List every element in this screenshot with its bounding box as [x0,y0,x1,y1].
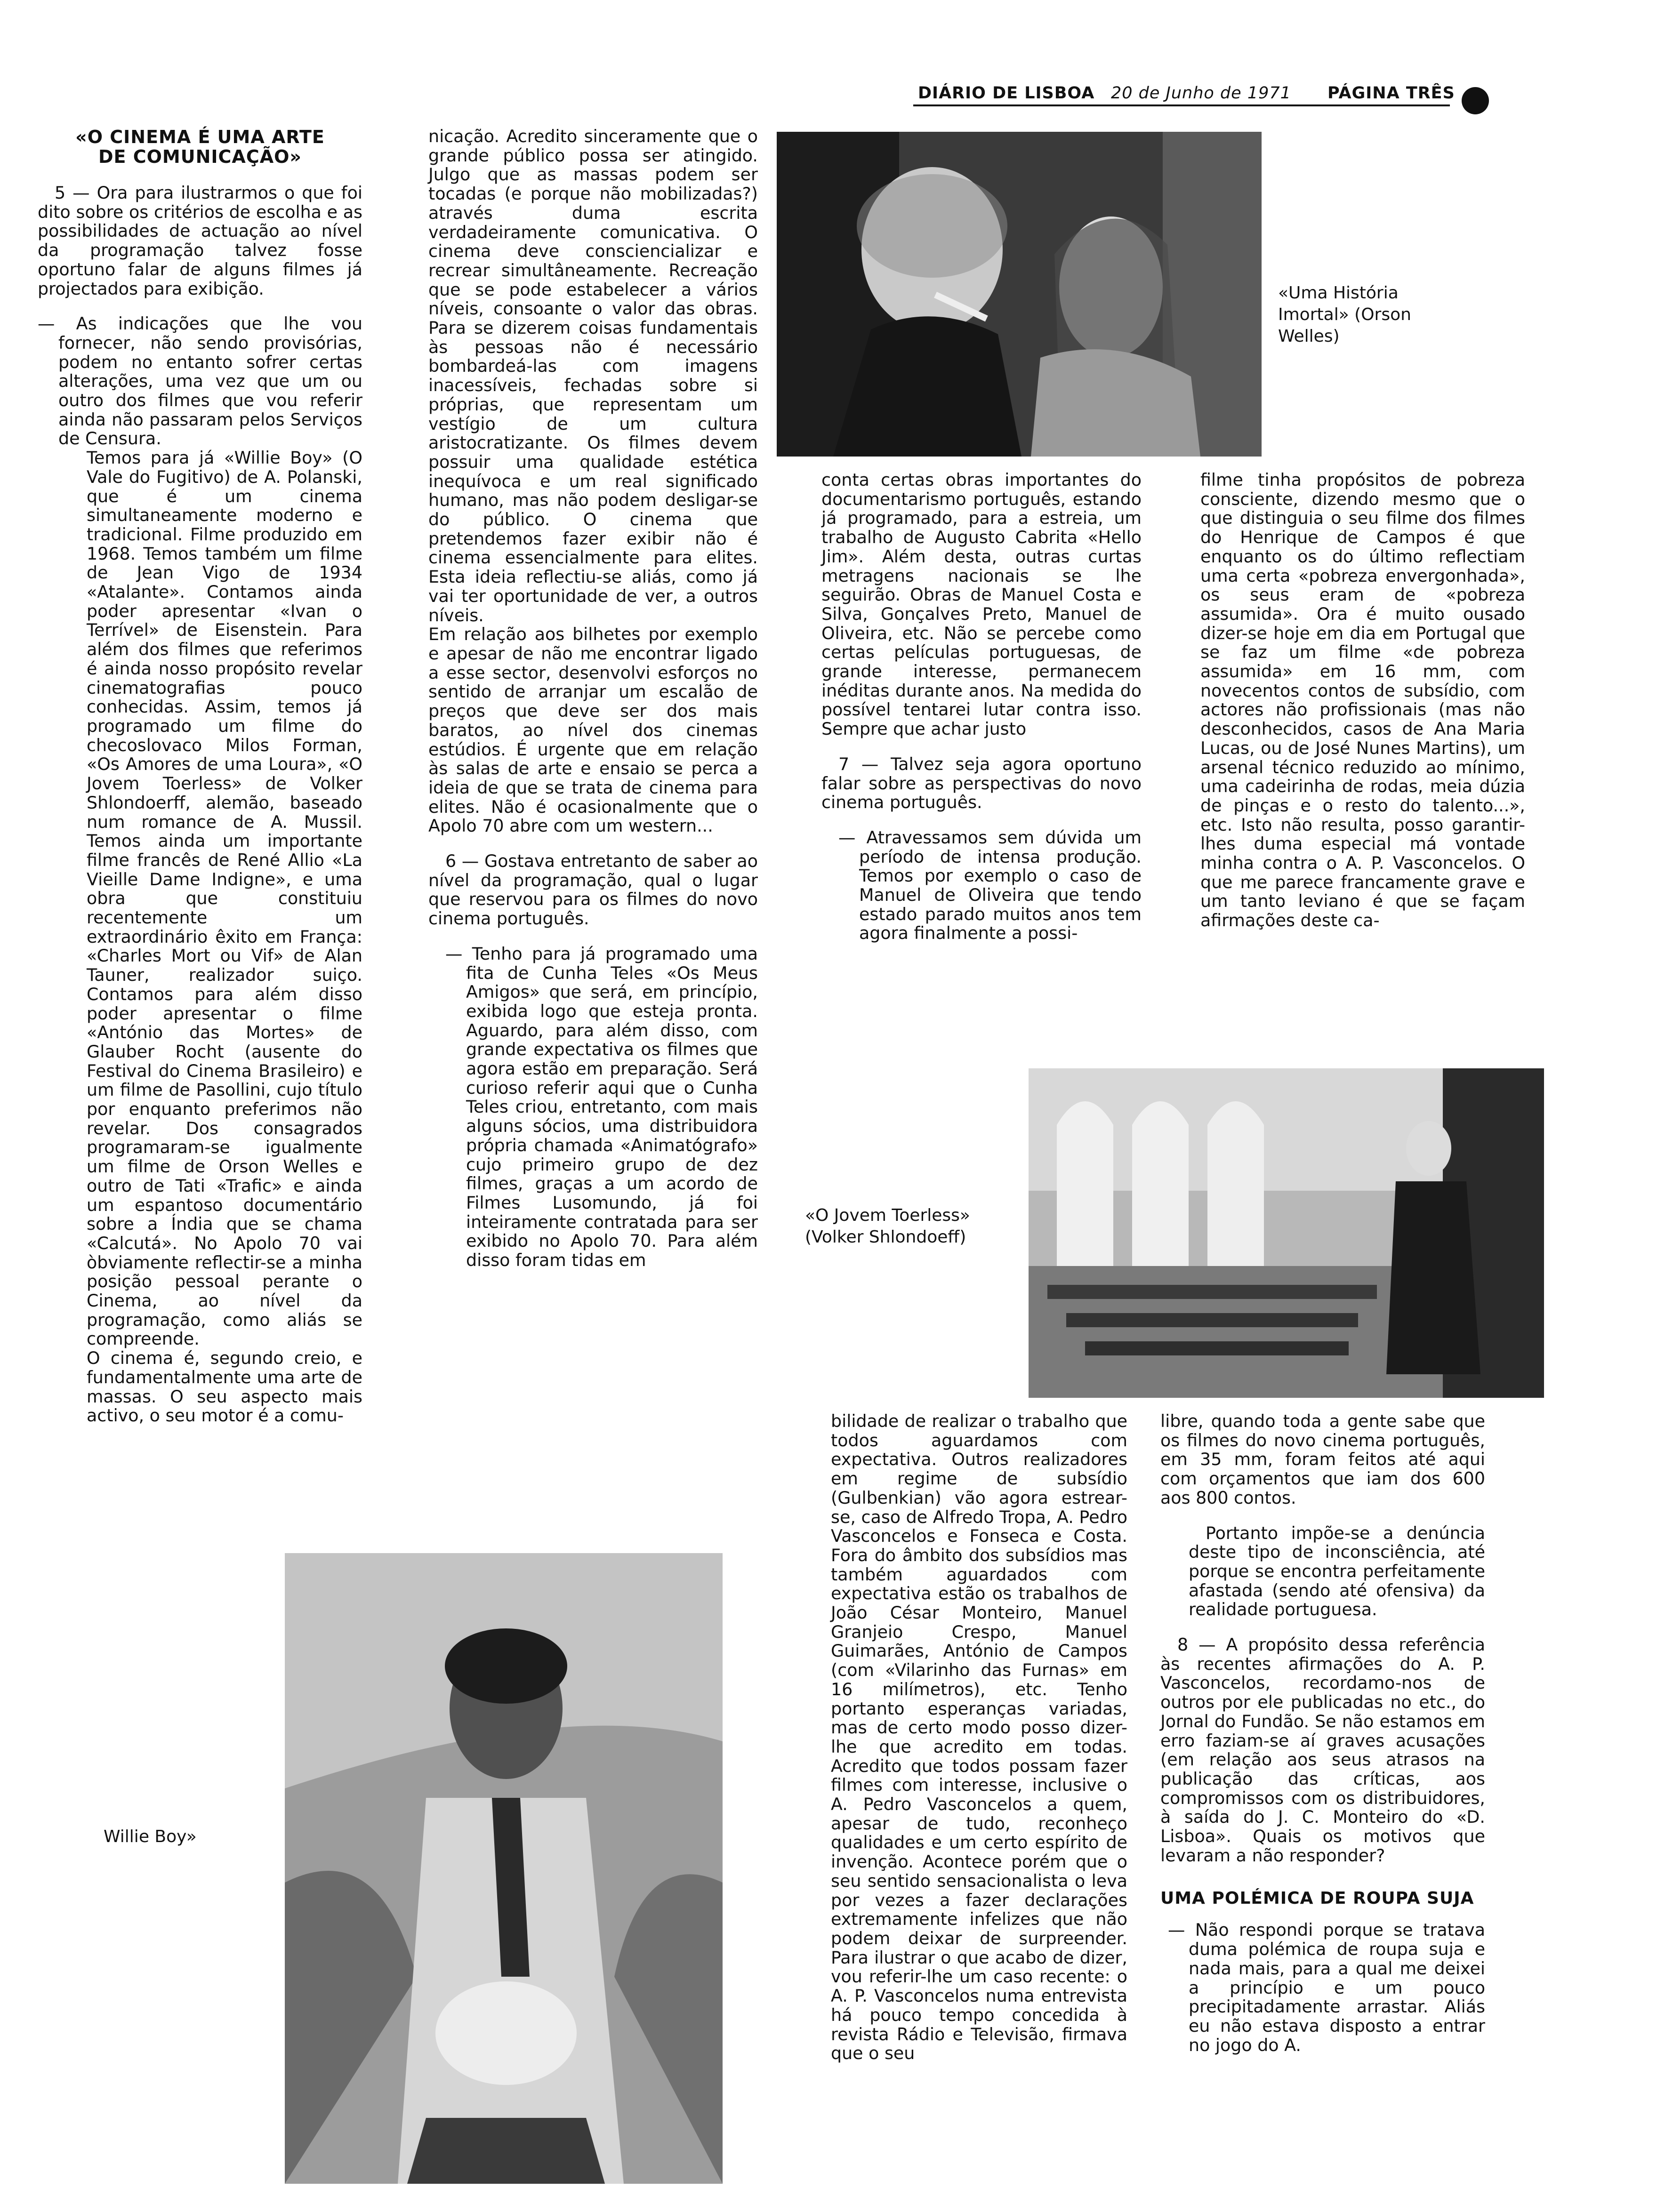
paragraph: Temos para já «Willie Boy» (O Vale do Fugitivo) de A. Polanski, que é um cinema simultaneamente moderno e tradicional. Filme produzido em 1968. Temos também um filme de Jean Vigo de 1934 «Atalante». Contamos ainda poder apresentar «Ivan o Terrível» de Eisenstein. Para além dos filmes que referimos é ainda nosso propósito revelar cinematografias pouco conhecidas. Assim, temos já programado um filme do checoslovaco Milos Forman, «Os Amores de uma Loura», «O Jovem Toerless» de Volker Shlondoerff, alemão, baseado num romance de A. Mussil. Temos ainda um importante filme francês de René Allio «La Vieille Dame Indigne», e uma obra que constituiu recentemente um extraordinário êxito em França: «Charles Mort ou Vif» de Alan Tauner, realizador suiço. Contamos para além disso poder apresentar o filme «António das Mortes» de Glauber Rocht (ausente do Festival do Cinema Brasileiro) e um filme de Pasollini, cujo título por enquanto preferimos não revelar. Dos consagrados programaram-se igualmente um filme de Orson Welles e outro de Tati «Trafic» e ainda um espantoso documentário sobre a Índia que se chama «Calcutá». No Apolo 70 vai òbviamente reflectir-se a minha posição pessoal perante o Cinema, ao nível da programação, como aliás se compreende. [87,448,362,1349]
caption-photo3: Willie Boy» [104,1827,197,1846]
paragraph: Em relação aos bilhetes por exemplo e apesar de não me encontrar ligado a esse sector, desenvolvi esforços no sentido de arranjar um escalão de preços que deve ser dos mais baratos, ao nível dos cinemas estúdios. É urgente que em relação às salas de arte e ensaio se perca a ideia de que se trata de cinema para elites. Não é ocasionalmente que o Apolo 70 abre com um western... [428,624,758,836]
paragraph: — Tenho para já programado uma fita de Cunha Teles «Os Meus Amigos» que será, em princípio, exibida logo que esteja pronta. Aguardo, para além disso, com grande expectativa os filmes que agora estão em preparação. Será curioso referir aqui que o Cunha Teles criou, entretanto, com mais alguns sócios, uma distribuidora própria chamada «Animatógrafo» cujo primeiro grupo de dez filmes, graças a um acordo de Filmes Lusomundo, já foi inteiramente contratada para ser exibido no Apolo 70. Para além disso foram tidas em [445,943,758,1271]
column-3-lower [831,1412,1127,2063]
issue-date: 20 de Junho de 1971 [1111,84,1291,103]
paragraph: — Atravessamos sem dúvida um período de intensa produção. Temos por exemplo o caso de Manuel de Oliveira que tendo estado parado muitos anos tem agora finalmente a possi- [838,827,1142,944]
article-heading: «O CINEMA É UMA ARTE DE COMUNICAÇÃO» [75,127,325,167]
paragraph: libre, quando toda a gente sabe que os filmes do novo cinema português, em 35 mm, foram feitos até aqui com orçamentos que iam dos 600 aos 800 contos. [1160,1411,1485,1508]
bullet-icon [1462,87,1489,114]
header-rule [913,104,1450,106]
paragraph: Portanto impõe-se a denúncia deste tipo de inconsciência, até porque se encontra perfeitamente afastada (sendo até ofensiva) da realidade portuguesa. [1189,1523,1485,1620]
paragraph: bilidade de realizar o trabalho que todos aguardamos com expectativa. Outros realizadores em regime de subsídio (Gulbenkian) vão agora estrear-se, caso de Alfredo Tropa, A. Pedro Vasconcelos e Fonseca e Costa. Fora do âmbito dos subsídios mas também aguardados com expectativa estão os trabalhos de João César Monteiro, Manuel Granjeio Crespo, Manuel Guimarães, António de Campos (com «Vilarinho das Furnas» em 16 milímetros), etc. Tenho portanto esperanças variadas, mas de certo modo posso dizer-lhe que acredito em todas. Acredito que todos possam fazer filmes com interesse, inclusive o A. Pedro Vasconcelos a quem, apesar de tudo, reconheço qualidades e um certo espírito de invenção. Acontece porém que o seu sentido sensacionalista o leva por vezes a fazer declarações extremamente infelizes que não podem deixar de surpreender. Para ilustrar o que acabo de dizer, vou referir-lhe um caso recente: o A. P. Vasconcelos numa entrevista há pouco tempo concedida à revista Rádio e Televisão, firmava que o seu [831,1411,1127,2064]
caption-photo1: «Uma História Imortal» (Orson Welles) [1278,283,1411,346]
paragraph: O cinema é, segundo creio, e fundamentalmente uma arte de massas. O seu aspecto mais activo, o seu motor é a comu- [87,1348,362,1426]
page-header [913,84,1464,107]
paragraph: filme tinha propósitos de pobreza consciente, dizendo mesmo que o que distinguia o seu filme dos filmes do Henrique de Campos é que enquanto os do último reflectiam uma certa «pobreza envergonhada», os seus eram de «pobreza assumida». Ora é muito ousado dizer-se hoje em dia em Portugal que se faz um filme «de pobreza assumida» em 16 mm, com novecentos contos de subsídio, com actores não profissionais (mas não desconhecidos, casos de Ana Maria Lucas, ou de José Nunes Martins), um arsenal técnico reduzido ao mínimo, uma cadeirinha de rodas, meia dúzia de pinças e o resto do talento...», etc. Isto não resulta, posso garantir-lhes duma especial má vontade minha contra o A. P. Vasconcelos. O que me parece francamente grave e um tanto leviano é que se façam afirmações deste ca- [1200,470,1525,931]
page-label: PÁGINA TRÊS [1327,84,1455,103]
paragraph: — Não respondi porque se tratava duma polémica de roupa suja e nada mais, para a qual me deixei a princípio e um pouco precipitadamente arrastar. Aliás eu não estava disposto a entrar no jogo do A. [1168,1920,1485,2055]
section-subheading: UMA POLÉMICA DE ROUPA SUJA [1160,1889,1474,1908]
caption-photo2: «O Jovem Toerless» (Volker Shlondoeff) [805,1206,970,1247]
paragraph: conta certas obras importantes do documentarismo português, estando já programado, para a estreia, um trabalho de Augusto Cabrita «Hello Jim». Além desta, outras curtas metragens nacionais se lhe seguirão. Obras de Manuel Costa e Silva, Gonçalves Preto, Manuel de Oliveira, etc. Não se percebe como certas películas portuguesas, de grande interesse, permanecem inéditas durante anos. Na medida do possível tentarei lutar contra isso. Sempre que achar justo [821,470,1142,739]
paragraph: 7 — Talvez seja agora oportuno falar sobre as perspectivas do novo cinema português. [821,753,1142,813]
photo-willie-boy [285,1553,723,2184]
column-1 [38,127,362,1426]
paragraph: — As indicações que lhe vou fornecer, não sendo provisórias, podem no entanto sofrer certas alterações, uma vez que um ou outro dos filmes que vou referir ainda não passaram pelos Serviços de Censura. [38,313,362,449]
column-4-upper [1200,471,1525,930]
column-2 [428,127,758,1270]
paragraph: 5 — Ora para ilustrarmos o que foi dito sobre os critérios de escolha e as possibilidades de actuação ao nível da programação talvez fosse oportuno falar de alguns filmes já projectados para exibição. [38,183,362,299]
paragraph: nicação. Acredito sinceramente que o grande público possa ser atingido. Julgo que as massas podem ser tocadas (e porque não mobilizadas?) através duma escrita verdadeiramente comunicativa. O cinema deve consciencializar e recrear simultâneamente. Recreação que se pode estabelecer a vários níveis, consoante o valor das obras. Para se dizerem coisas fundamentais às pessoas não é necessário bombardeá-las com imagens inacessíveis, fechadas sobre si próprias, que representam um vestígio de um cultura aristocratizante. Os filmes devem possuir uma qualidade estética inequívoca e um real significado humano, mas não podem desligar-se do público. O cinema que pretendemos fazer exibir não é cinema essencialmente para elites. Esta ideia reflectiu-se aliás, como já vai ter oportunidade de ver, a outros níveis. [428,126,758,625]
paragraph: 8 — A propósito dessa referência às recentes afirmações do A. P. Vasconcelos, recordamo-nos de outros por ele publicadas no etc., do Jornal do Fundão. Se não estamos em erro faziam-se aí graves acusações (em relação aos seus atrasos na publicação das críticas, aos compromissos com os distribuidores, à saída do J. C. Monteiro do «D. Lisboa». Quais os motivos que levaram a não responder? [1160,1635,1485,1866]
publication-name: DIÁRIO DE LISBOA [918,84,1095,103]
column-4-lower [1160,1412,1485,2055]
paragraph: 6 — Gostava entretanto de saber ao nível da programação, qual o lugar que reservou para os filmes do novo cinema português. [428,851,758,929]
column-3-upper [821,471,1142,943]
photo-o-jovem-toerless [1029,1068,1544,1398]
photo-uma-historia-imortal [777,132,1262,457]
